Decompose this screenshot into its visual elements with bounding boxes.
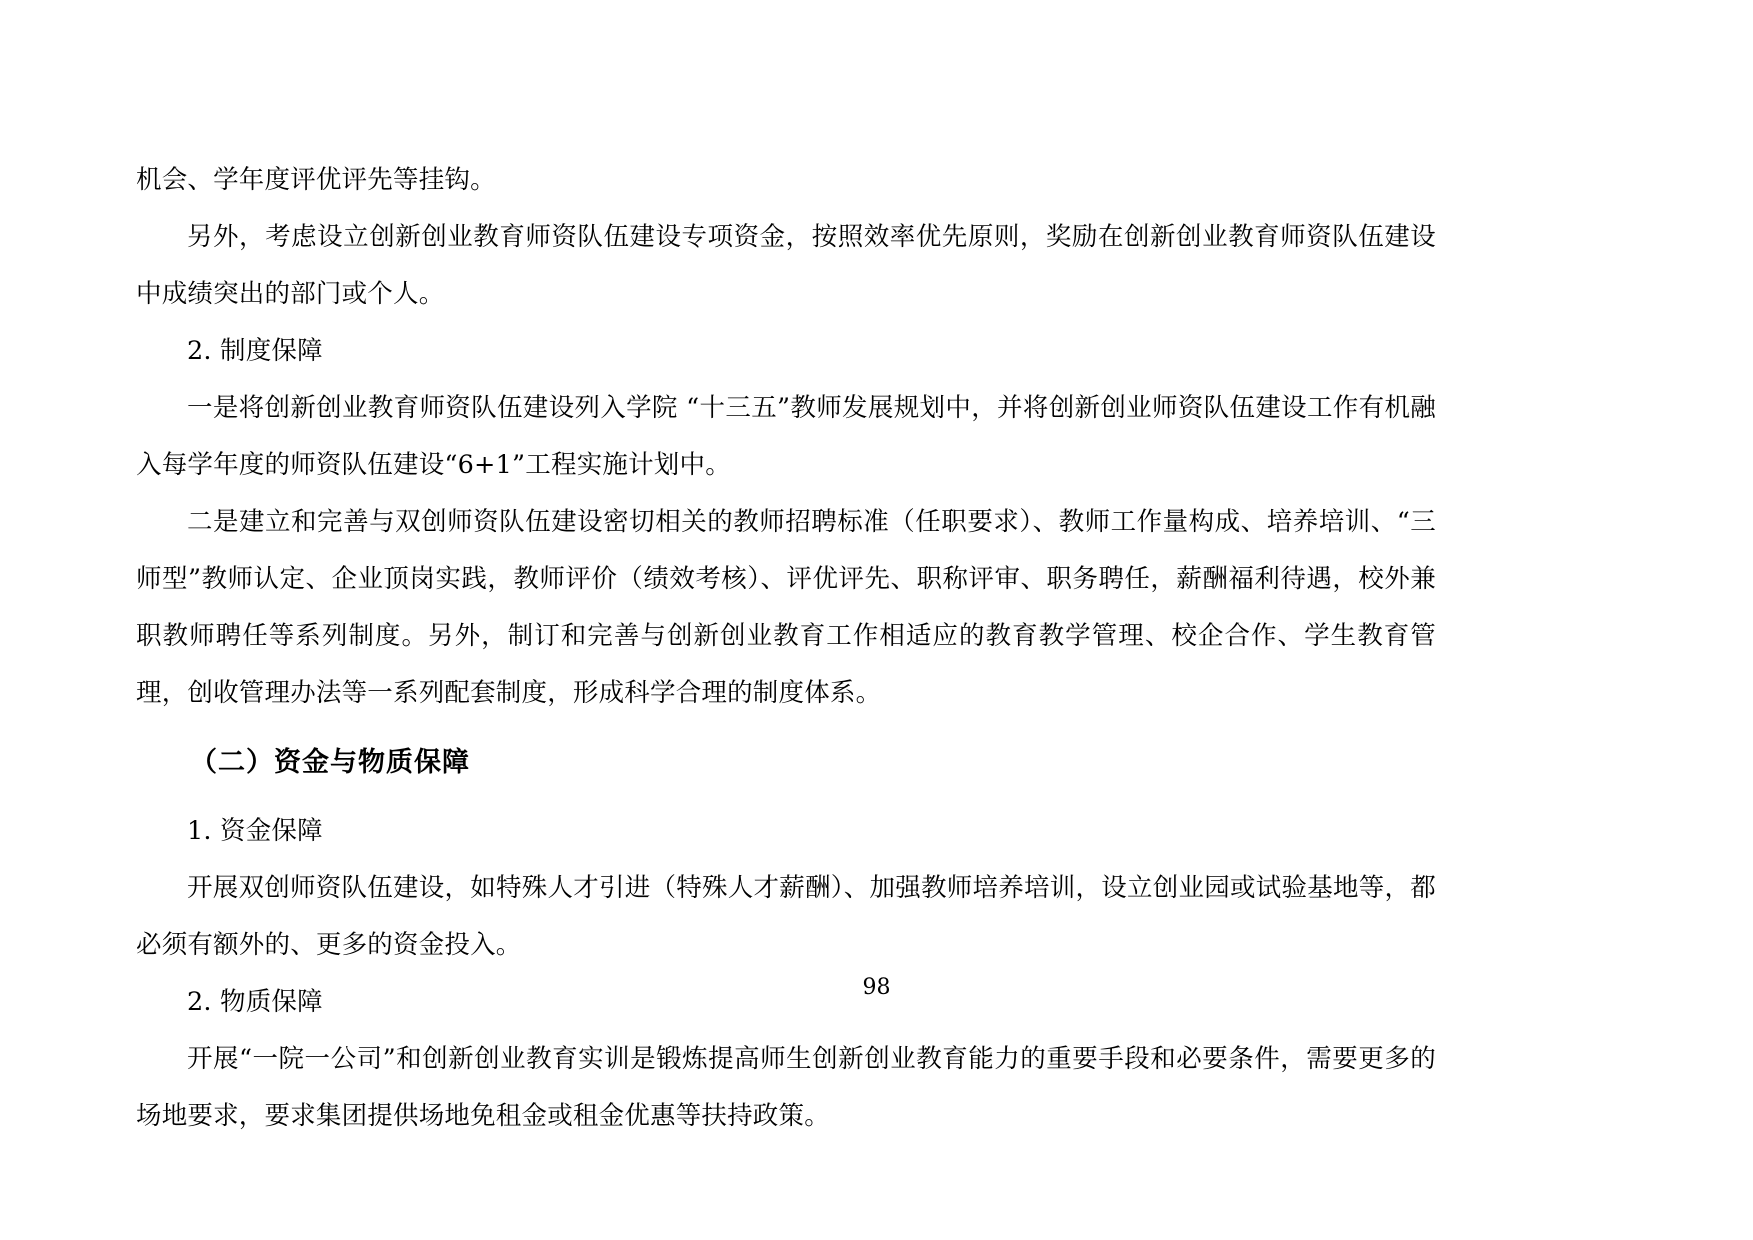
- spacer: [136, 722, 1436, 734]
- paragraph-continued: 机会、学年度评优评先等挂钩。: [136, 165, 496, 195]
- spacer: [136, 791, 1436, 803]
- paragraph-funding-note: 另外，考虑设立创新创业教育师资队伍建设专项资金，按照效率优先原则，奖励在创新创业教育师资队伍建设中成绩突出的部门或个人。: [136, 222, 1436, 309]
- heading-item-material: 2. 物质保障: [187, 987, 323, 1017]
- heading-item-funding: 1. 资金保障: [187, 816, 323, 846]
- paragraph-funding: 开展双创师资队伍建设，如特殊人才引进（特殊人才薪酬）、加强教师培养培训，设立创业园或试验基地等，都必须有额外的、更多的资金投入。: [136, 873, 1436, 960]
- paragraph-system-one: 一是将创新创业教育师资队伍建设列入学院 “十三五”教师发展规划中，并将创新创业师资队伍建设工作有机融入每学年度的师资队伍建设“6+1”工程实施计划中。: [136, 393, 1436, 480]
- paragraph-material: 开展“一院一公司”和创新创业教育实训是锻炼提高师生创新创业教育能力的重要手段和必要条件，需要更多的场地要求，要求集团提供场地免租金或租金优惠等扶持政策。: [136, 1044, 1436, 1131]
- heading-item-2: 2. 制度保障: [187, 336, 323, 366]
- paragraph-system-two: 二是建立和完善与双创师资队伍建设密切相关的教师招聘标准（任职要求）、教师工作量构成、培养培训、“三师型”教师认定、企业顶岗实践，教师评价（绩效考核）、评优评先、职称评审、职务聘任，薪酬福利待遇，校外兼职教师聘任等系列制度。另外，制订和完善与创新创业教育工作相适应的教育教学管理、校企合作、学生教育管理，创收管理办法等一系列配套制度，形成科学合理的制度体系。: [136, 507, 1436, 708]
- section-heading: （二）资金与物质保障: [190, 747, 470, 778]
- page-number: 98: [862, 975, 891, 1000]
